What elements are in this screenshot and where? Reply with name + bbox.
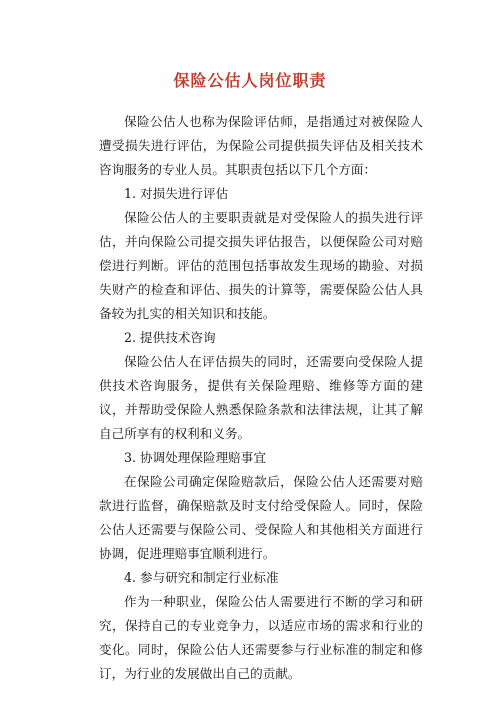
section-paragraph-1: 保险公估人的主要职责就是对受保险人的损失进行评估，并向保险公司提交损失评估报告，以便保险公司对赔偿进行判断。评估的范围包括事故发生现场的勘验、对损失财产的检查和评估、损失的计算等，需要保险公估人具备较为扎实的相关知识和技能。 [99,210,423,321]
document-title: 保险公估人岗位职责 [173,71,327,90]
section-paragraph-2: 保险公估人在评估损失的同时，还需要向受保险人提供技术咨询服务，提供有关保险理赔、维修等方面的建议，并帮助受保险人熟悉保险条款和法律法规，让其了解自己所享有的权利和义务。 [99,354,423,441]
section-heading-4: 4. 参与研究和制定行业标准 [124,570,279,585]
section-heading-3: 3. 协调处理保险理赔事宜 [124,450,266,465]
intro-paragraph: 保险公估人也称为保险评估师，是指通过对被保险人遭受损失进行评估，为保险公司提供损失评估及相关技术咨询服务的专业人员。其职责包括以下几个方面： [99,114,423,177]
section-heading-1: 1. 对损失进行评估 [124,186,229,201]
section-paragraph-4: 作为一种职业，保险公估人需要进行不断的学习和研究，保持自己的专业竞争力，以适应市场的需求和行业的变化。同时，保险公估人还需要参与行业标准的制定和修订，为行业的发展做出自己的贡献。 [99,594,423,681]
section-paragraph-3: 在保险公司确定保险赔款后，保险公估人还需要对赔款进行监督，确保赔款及时支付给受保险人。同时，保险公估人还需要与保险公司、受保险人和其他相关方面进行协调，促进理赔事宜顺利进行。 [99,474,423,561]
section-heading-2: 2. 提供技术咨询 [124,330,216,345]
document-body [99,110,423,686]
